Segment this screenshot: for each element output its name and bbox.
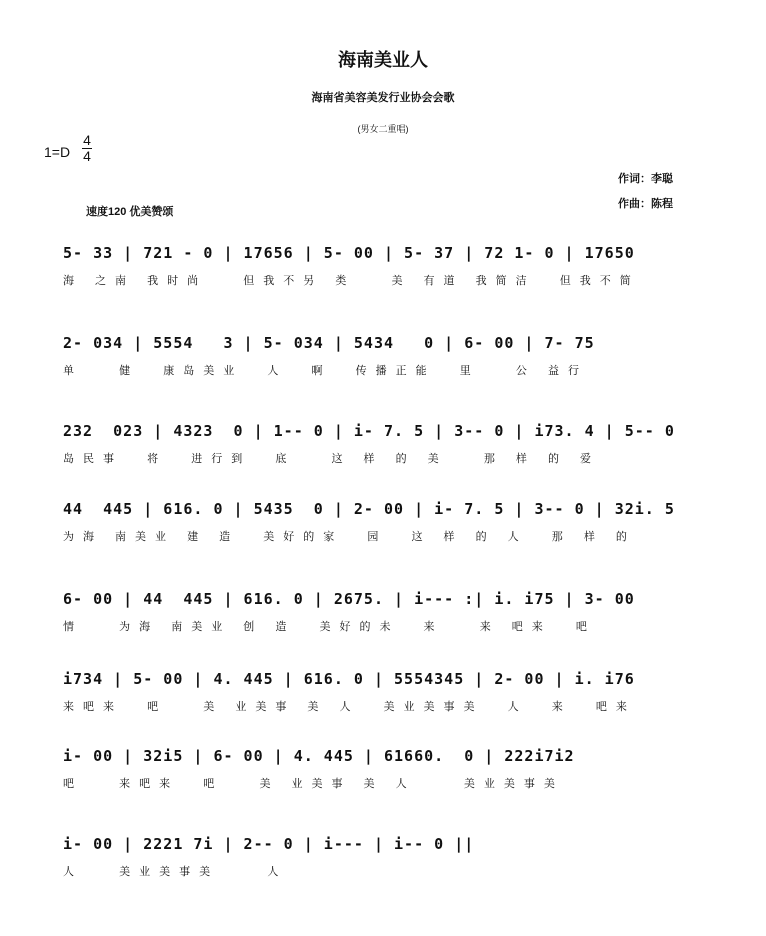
- score-line-6: [0, 670, 766, 740]
- score-line-2: [0, 334, 766, 404]
- lyric-line-6: 来吧来 吧 美 业美事 美 人 美业美事美 人 来 吧来: [63, 701, 636, 713]
- lyric-line-2: 单 健 康岛美业 人 啊 传播正能 里 公 益行: [63, 365, 588, 377]
- song-title: 海南美业人: [338, 50, 428, 70]
- lyric-line-4: 为海 南美业 建 造 美好的家 园 这 样 的 人 那 样 的: [63, 531, 636, 543]
- score-line-4: [0, 500, 766, 570]
- score-line-7: [0, 747, 766, 817]
- performance-note: (男女二重唱): [357, 124, 409, 134]
- time-signature: [81, 133, 93, 164]
- notation-line-2: 2- 034 | 5554 3 | 5- 034 | 5434 0 | 6- 00 | 7- 75: [63, 334, 595, 352]
- score-line-8: [0, 835, 766, 905]
- notation-line-4: 44 445 | 616. 0 | 5435 0 | 2- 00 | i- 7. 5 | 3-- 0 | 32i. 5: [63, 500, 675, 518]
- key-signature: 1=D: [44, 144, 71, 160]
- notation-line-1: 5- 33 | 721 - 0 | 17656 | 5- 00 | 5- 37 | 72 1- 0 | 17650: [63, 244, 635, 262]
- score-line-5: [0, 590, 766, 660]
- lyric-line-5: 情 为海 南美业 创 造 美好的未 来 来 吧来 吧: [63, 621, 596, 633]
- notation-line-7: i- 00 | 32i5 | 6- 00 | 4. 445 | 61660. 0 | 222i7i2: [63, 747, 575, 765]
- score-line-1: [0, 244, 766, 314]
- notation-line-8: i- 00 | 2221 7i | 2-- 0 | i--- | i-- 0 ||: [63, 835, 475, 853]
- composer-credit: 作曲：陈程: [618, 198, 673, 210]
- lyric-line-8: 人 美业美事美 人: [63, 866, 288, 878]
- notation-line-6: i734 | 5- 00 | 4. 445 | 616. 0 | 5554345 | 2- 00 | i. i76: [63, 670, 635, 688]
- lyric-line-3: 岛民事 将 进行到 底 这 样 的 美 那 样 的 爱: [63, 453, 601, 465]
- lyric-line-1: 海 之南 我时尚 但我不另 类 美 有道 我简洁 但我不简: [63, 275, 640, 287]
- lyricist-credit: 作词：李聪: [618, 173, 673, 185]
- notation-line-5: 6- 00 | 44 445 | 616. 0 | 2675. | i--- :| i. i75 | 3- 00: [63, 590, 635, 608]
- score-line-3: [0, 422, 766, 492]
- lyric-line-7: 吧 来吧来 吧 美 业美事 美 人 美业美事美: [63, 778, 564, 790]
- time-signature-bottom: 4: [83, 148, 91, 164]
- notation-line-3: 232 023 | 4323 0 | 1-- 0 | i- 7. 5 | 3-- 0 | i73. 4 | 5-- 0: [63, 422, 675, 440]
- time-signature-top: 4: [83, 132, 91, 148]
- song-subtitle: 海南省美容美发行业协会会歌: [311, 92, 455, 104]
- tempo-marking: 速度120 优美赞颂: [86, 206, 174, 218]
